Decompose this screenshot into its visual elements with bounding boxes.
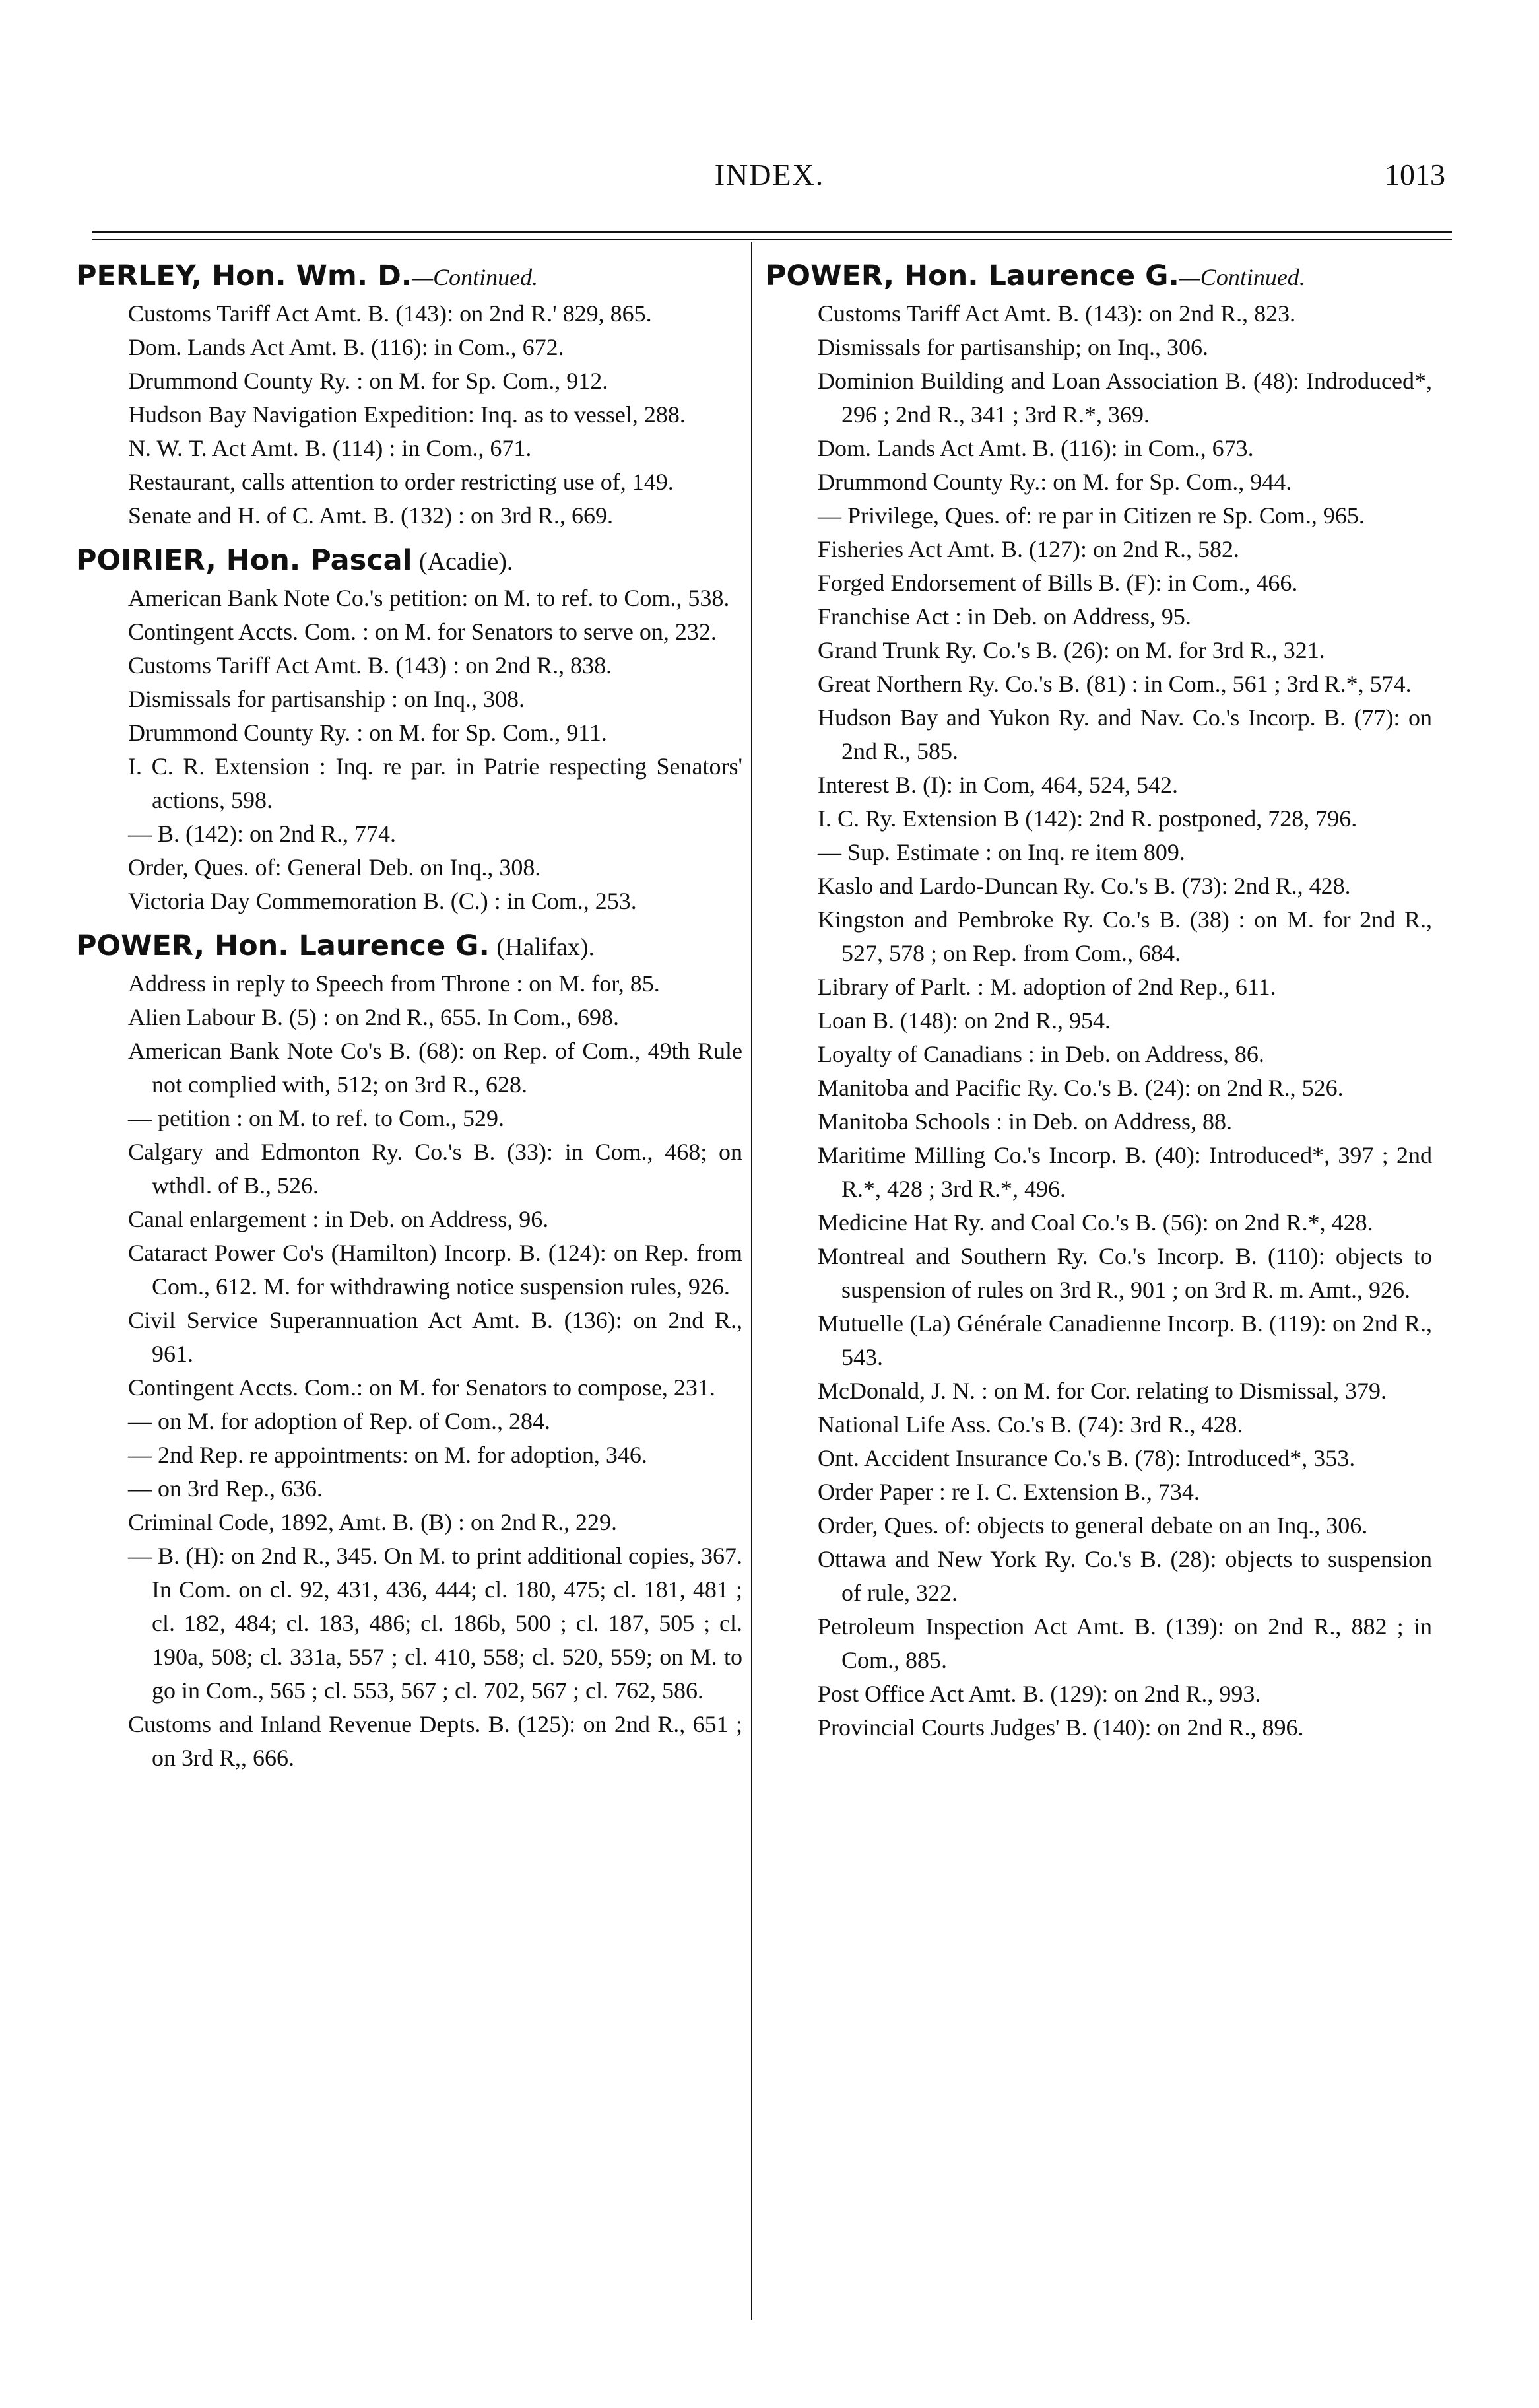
entry-subitem: Ont. Accident Insurance Co.'s B. (78): Introduced*, 353. — [818, 1445, 1356, 1471]
entry-heading — [76, 929, 742, 964]
index-entry — [76, 543, 742, 918]
entry-heading — [766, 259, 1432, 294]
entry-subitem: — Sup. Estimate : on Inq. re item 809. — [818, 839, 1185, 865]
entry-subitem: — Privilege, Ques. of: re par in Citizen re Sp. Com., 965. — [818, 502, 1365, 529]
page-title: INDEX. — [714, 158, 825, 191]
entry-continued: —Continued. — [412, 264, 539, 290]
entry-subitem: Hudson Bay Navigation Expedition: Inq. as to vessel, 288. — [128, 401, 686, 428]
entry-name: PERLEY, Hon. Wm. D. — [76, 259, 412, 292]
entry-subitem: Canal enlargement : in Deb. on Address, 96. — [128, 1206, 549, 1232]
entry-subitem: American Bank Note Co's B. (68): on Rep. of Com., 49th Rule not complied with, 512; on 3rd R., 628. — [128, 1038, 742, 1098]
entry-subitem: Address in reply to Speech from Throne : on M. for, 85. — [128, 970, 660, 997]
index-entry — [766, 259, 1432, 1745]
entry-subitem: Customs Tariff Act Amt. B. (143): on 2nd R., 823. — [818, 300, 1296, 327]
entry-subitem: Dismissals for partisanship; on Inq., 306. — [818, 334, 1208, 360]
entry-subitem: — on M. for adoption of Rep. of Com., 284. — [128, 1408, 550, 1434]
entry-subitem: — on 3rd Rep., 636. — [128, 1475, 323, 1502]
entry-subitem: Alien Labour B. (5) : on 2nd R., 655. In Com., 698. — [128, 1004, 619, 1030]
entry-subitem: Franchise Act : in Deb. on Address, 95. — [818, 603, 1191, 630]
entry-subitem: Civil Service Superannuation Act Amt. B. (136): on 2nd R., 961. — [128, 1307, 742, 1367]
entry-subitem: Provincial Courts Judges' B. (140): on 2nd R., 896. — [818, 1714, 1304, 1741]
entry-subitem: Great Northern Ry. Co.'s B. (81) : in Com., 561 ; 3rd R.*, 574. — [818, 671, 1412, 697]
entry-name: POWER, Hon. Laurence G. — [766, 259, 1179, 292]
entry-subitem: Criminal Code, 1892, Amt. B. (B) : on 2nd R., 229. — [128, 1509, 618, 1535]
entry-gap — [76, 921, 742, 929]
entry-subitem: Drummond County Ry.: on M. for Sp. Com., 944. — [818, 469, 1292, 495]
entry-name: POWER, Hon. Laurence G. — [76, 929, 490, 962]
entry-subitem: Manitoba and Pacific Ry. Co.'s B. (24): on 2nd R., 526. — [818, 1075, 1344, 1101]
entry-subitem: Library of Parlt. : M. adoption of 2nd Rep., 611. — [818, 974, 1276, 1000]
right-column — [766, 259, 1432, 1747]
entry-subitem: National Life Ass. Co.'s B. (74): 3rd R., 428. — [818, 1411, 1243, 1438]
entry-subitem: — 2nd Rep. re appointments: on M. for adoption, 346. — [128, 1442, 647, 1468]
entry-subitem: Mutuelle (La) Générale Canadienne Incorp. B. (119): on 2nd R., 543. — [818, 1310, 1432, 1370]
entry-subitem: Contingent Accts. Com.: on M. for Senators to compose, 231. — [128, 1374, 715, 1401]
entry-subitem: — B. (H): on 2nd R., 345. On M. to print additional copies, 367. In Com. on cl. 92, 431, 436, 444; cl. 180, 475; cl. 181, 481 ; cl. 182, 484; cl. 183, 486; cl. 186b, 500 ; cl. 187, 505 ; cl. 190a, 508; cl. 331a, 557 ; cl. 410, 558; cl. 520, 559; on M. to go in Com., 565 ; cl. 553, 567 ; cl. 702, 567 ; cl. 762, 586. — [128, 1543, 742, 1704]
entry-subitem: Order Paper : re I. C. Extension B., 734. — [818, 1479, 1200, 1505]
entry-heading — [76, 259, 742, 294]
entry-subitem: N. W. T. Act Amt. B. (114) : in Com., 671. — [128, 435, 532, 461]
index-entry — [76, 259, 742, 533]
entry-subitem: American Bank Note Co.'s petition: on M. to ref. to Com., 538. — [128, 585, 730, 611]
entry-name: POIRIER, Hon. Pascal — [76, 544, 412, 577]
entry-subitem: Medicine Hat Ry. and Coal Co.'s B. (56): on 2nd R.*, 428. — [818, 1209, 1373, 1236]
entry-subitem: Ottawa and New York Ry. Co.'s B. (28): objects to suspension of rule, 322. — [818, 1546, 1432, 1606]
entry-heading — [76, 543, 742, 579]
entry-subitem: Kingston and Pembroke Ry. Co.'s B. (38) : on M. for 2nd R., 527, 578 ; on Rep. from Com., 684. — [818, 906, 1432, 966]
entry-subitem: Contingent Accts. Com. : on M. for Senators to serve on, 232. — [128, 619, 717, 645]
entry-subitem: Kaslo and Lardo-Duncan Ry. Co.'s B. (73): 2nd R., 428. — [818, 873, 1351, 899]
entry-subitem: Senate and H. of C. Amt. B. (132) : on 3rd R., 669. — [128, 502, 613, 529]
entry-gap — [76, 535, 742, 543]
entry-subitem: Fisheries Act Amt. B. (127): on 2nd R., 582. — [818, 536, 1239, 562]
entry-subitem: Grand Trunk Ry. Co.'s B. (26): on M. for 3rd R., 321. — [818, 637, 1325, 663]
entry-subitem: Customs and Inland Revenue Depts. B. (125): on 2nd R., 651 ; on 3rd R,, 666. — [128, 1711, 742, 1771]
entry-subitem: — B. (142): on 2nd R., 774. — [128, 820, 397, 847]
page-number: 1013 — [1385, 158, 1445, 191]
entry-subitem: Restaurant, calls attention to order restricting use of, 149. — [128, 469, 674, 495]
entry-subitem: McDonald, J. N. : on M. for Cor. relating to Dismissal, 379. — [818, 1378, 1387, 1404]
header-rule — [92, 231, 1452, 233]
entry-subitem: Dominion Building and Loan Association B. (48): Indroduced*, 296 ; 2nd R., 341 ; 3rd R.*, 369. — [818, 368, 1432, 428]
entry-subitem: Calgary and Edmonton Ry. Co.'s B. (33): in Com., 468; on wthdl. of B., 526. — [128, 1139, 742, 1199]
entry-subitem: Customs Tariff Act Amt. B. (143) : on 2nd R., 838. — [128, 652, 612, 679]
entry-subitem: Order, Ques. of: General Deb. on Inq., 308. — [128, 854, 541, 881]
entry-place: (Halifax). — [496, 933, 595, 961]
entry-subitem: I. C. R. Extension : Inq. re par. in Patrie respecting Senators' actions, 598. — [128, 753, 742, 813]
entry-subitem: Customs Tariff Act Amt. B. (143): on 2nd R.' 829, 865. — [128, 300, 652, 327]
entry-subitem: Cataract Power Co's (Hamilton) Incorp. B. (124): on Rep. from Com., 612. M. for withdrawing notice suspension rules, 926. — [128, 1240, 742, 1300]
header-rule-thin — [92, 239, 1452, 240]
entry-place: (Acadie). — [418, 548, 513, 576]
entry-subitem: Hudson Bay and Yukon Ry. and Nav. Co.'s Incorp. B. (77): on 2nd R., 585. — [818, 704, 1432, 764]
index-entry — [76, 929, 742, 1775]
entry-subitem: Forged Endorsement of Bills B. (F): in Com., 466. — [818, 570, 1298, 596]
entry-subitem: Montreal and Southern Ry. Co.'s Incorp. B. (110): objects to suspension of rules on 3rd R., 901 ; on 3rd R. m. Amt., 926. — [818, 1243, 1432, 1303]
entry-subitem: Victoria Day Commemoration B. (C.) : in Com., 253. — [128, 888, 637, 914]
entry-subitem: Dom. Lands Act Amt. B. (116): in Com., 672. — [128, 334, 564, 360]
entry-subitem: Loan B. (148): on 2nd R., 954. — [818, 1007, 1111, 1034]
left-column — [76, 259, 742, 1778]
entry-subitem: Dismissals for partisanship : on Inq., 308. — [128, 686, 525, 712]
entry-subitem: Drummond County Ry. : on M. for Sp. Com., 911. — [128, 719, 607, 746]
entry-subitem: Post Office Act Amt. B. (129): on 2nd R., 993. — [818, 1681, 1261, 1707]
entry-subitem: — petition : on M. to ref. to Com., 529. — [128, 1105, 504, 1131]
entry-subitem: Petroleum Inspection Act Amt. B. (139): on 2nd R., 882 ; in Com., 885. — [818, 1613, 1432, 1673]
entry-subitem: Maritime Milling Co.'s Incorp. B. (40): Introduced*, 397 ; 2nd R.*, 428 ; 3rd R.*, 496. — [818, 1142, 1432, 1202]
entry-continued: —Continued. — [1179, 264, 1305, 290]
entry-subitem: Manitoba Schools : in Deb. on Address, 88. — [818, 1108, 1232, 1135]
entry-subitem: I. C. Ry. Extension B (142): 2nd R. postponed, 728, 796. — [818, 805, 1358, 832]
entry-subitem: Loyalty of Canadians : in Deb. on Address, 86. — [818, 1041, 1264, 1067]
entry-subitem: Interest B. (I): in Com, 464, 524, 542. — [818, 772, 1178, 798]
entry-subitem: Dom. Lands Act Amt. B. (116): in Com., 673. — [818, 435, 1254, 461]
entry-subitem: Order, Ques. of: objects to general debate on an Inq., 306. — [818, 1512, 1368, 1539]
entry-subitem: Drummond County Ry. : on M. for Sp. Com., 912. — [128, 368, 608, 394]
column-divider — [751, 242, 752, 2320]
